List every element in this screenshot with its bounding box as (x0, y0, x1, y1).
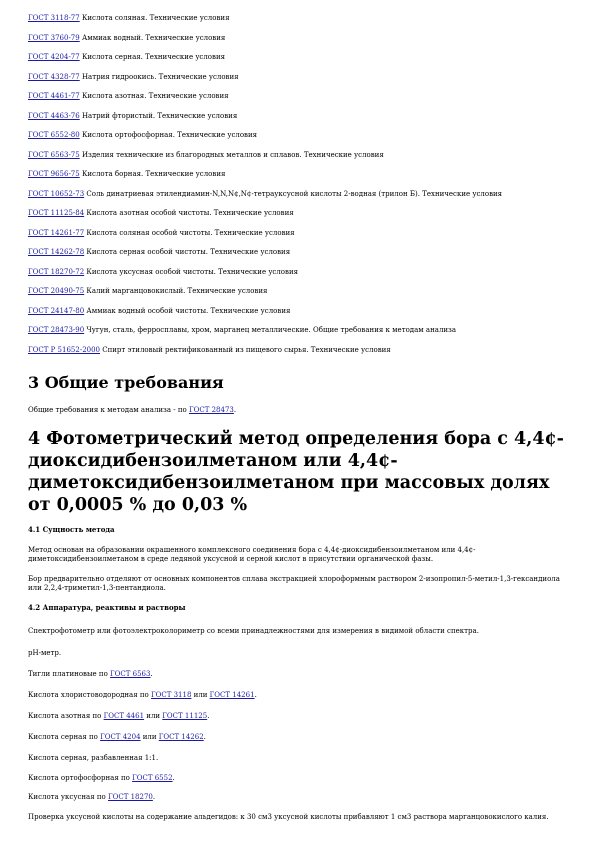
reference-link[interactable]: ГОСТ 28473-90 (28, 326, 85, 334)
gost-link[interactable]: ГОСТ 11125 (162, 712, 208, 720)
reference-title: Аммиак водный особой чистоты. Технические условия (84, 306, 291, 315)
reference-link[interactable]: ГОСТ 24147-80 (28, 306, 85, 315)
text-span: Кислота уксусная по (28, 793, 108, 801)
gost-link[interactable]: ГОСТ 14262 (158, 733, 204, 741)
reference-link[interactable]: ГОСТ 4204-77 (28, 53, 80, 61)
reference-title: Кислота соляная. Технические условия (79, 14, 230, 22)
reference-link[interactable]: ГОСТ 10652-73 (28, 189, 85, 198)
text-span: Кислота хлористоводородная по (28, 691, 151, 699)
subsection-4-1-heading: 4.1 Сущность метода (28, 525, 115, 534)
reference-link[interactable]: ГОСТ Р 51652-2000 (28, 345, 101, 354)
reference-title: Кислота азотная особой чистоты. Технические условия (84, 209, 294, 217)
reference-link[interactable]: ГОСТ 14262-78 (28, 248, 85, 256)
reference-item (28, 190, 568, 199)
paragraph: Бор предварительно отделяют от основных компонентов сплава экстракцией хлороформным раствором 2-изопропил-5-метил-1,3-гександиола или 2,2,4-триметил-1,3-пентандиола. (28, 575, 560, 592)
reference-title: Натрий фтористый. Технические условия (79, 111, 238, 120)
reference-item (28, 131, 568, 140)
text-span: Кислота ортофосфорная по (28, 774, 133, 782)
reference-item (28, 73, 568, 82)
paragraph: pH-метр. (28, 649, 62, 657)
text-span: . (233, 406, 237, 414)
reference-title: Натрия гидроокись. Технические условия (79, 72, 239, 81)
paragraph: Проверка уксусной кислоты на содержание альдегидов: к 30 см3 уксусной кислоты прибавляют 1 см3 раствора марганцовокислого калия. (28, 813, 549, 821)
reference-item (28, 151, 568, 160)
text-span: . (203, 733, 206, 741)
text-span: или (144, 712, 163, 720)
reference-item (28, 34, 568, 43)
section-3-heading: 3 Общие требования (28, 373, 224, 392)
reference-link[interactable]: ГОСТ 20490-75 (28, 287, 85, 295)
subsection-4-2-heading: 4.2 Аппаратура, реактивы и растворы (28, 603, 186, 612)
reference-item (28, 170, 568, 179)
reference-title: Изделия технические из благородных металлов и сплавов. Технические условия (79, 150, 384, 159)
gost-link[interactable]: ГОСТ 6552 (132, 774, 173, 782)
section-4-heading: 4 Фотометрический метод определения бора с 4,4¢-диоксидибензоилметаном или 4,4¢-диметоксидибензоилметаном при массовых долях от 0,0005 % до 0,03 % (28, 429, 564, 515)
reference-link[interactable]: ГОСТ 3118-77 (28, 14, 80, 22)
reference-title: Кислота серная особой чистоты. Технические условия (84, 248, 291, 256)
reference-title: Кислота ортофосфорная. Технические условия (79, 131, 258, 139)
reference-title: Соль динатриевая этилендиамин-N,N,N¢,N¢-тетрауксусной кислоты 2-водная (трилон Б). Технические условия (84, 189, 503, 198)
paragraph: Метод основан на образовании окрашенного комплексного соединения бора с 4,4¢-диоксидибензоилметаном или 4,4¢-диметоксидибензоилметаном в среде ледяной уксусной и серной кислот в присутствии органической фазы. (28, 546, 476, 563)
gost-link[interactable]: ГОСТ 4204 (100, 733, 141, 741)
reference-link[interactable]: ГОСТ 14261-77 (28, 228, 85, 237)
reference-title: Кислота уксусная особой чистоты. Технические условия (84, 267, 299, 276)
text-span: . (150, 670, 153, 678)
document-page (28, 14, 568, 821)
paragraph: Кислота серная, разбавленная 1:1. (28, 754, 159, 762)
reference-item (28, 248, 568, 257)
reference-title: Аммиак водный. Технические условия (79, 33, 226, 42)
text-span: или (140, 733, 159, 741)
gost-link[interactable]: ГОСТ 3118 (150, 691, 192, 699)
paragraph (28, 670, 153, 679)
reference-item (28, 326, 568, 335)
reference-link[interactable]: ГОСТ 4463-76 (28, 111, 80, 120)
gost-link[interactable]: ГОСТ 18270 (107, 793, 153, 801)
reference-link[interactable]: ГОСТ 3760-79 (28, 33, 80, 42)
paragraph (28, 712, 209, 721)
normative-references-list (28, 14, 568, 355)
reference-item (28, 287, 568, 296)
gost-link[interactable]: ГОСТ 4461 (103, 712, 145, 720)
text-span: Тигли платиновые по (28, 670, 111, 678)
reference-item (28, 14, 568, 23)
text-span: . (207, 712, 210, 720)
gost-link[interactable]: ГОСТ 14261 (209, 691, 255, 699)
paragraph (28, 691, 257, 700)
paragraph (28, 733, 206, 742)
reference-item (28, 229, 568, 238)
gost-link[interactable]: ГОСТ 28473 (188, 406, 234, 414)
reference-link[interactable]: ГОСТ 6563-75 (28, 150, 80, 159)
reference-item (28, 307, 568, 316)
text-span: Кислота азотная по (28, 712, 104, 720)
reference-link[interactable]: ГОСТ 9656-75 (28, 170, 80, 178)
gost-link[interactable]: ГОСТ 6563 (110, 670, 151, 678)
reference-item (28, 268, 568, 277)
text-span: . (254, 691, 257, 699)
text-span: . (152, 793, 156, 801)
reference-title: Спирт этиловый ректификованный из пищевого сырья. Технические условия (100, 345, 391, 354)
reference-link[interactable]: ГОСТ 6552-80 (28, 131, 80, 139)
reference-link[interactable]: ГОСТ 18270-72 (28, 267, 85, 276)
reference-title: Кислота соляная особой чистоты. Технические условия (84, 228, 295, 237)
reference-title: Кислота борная. Технические условия (79, 170, 226, 178)
reference-link[interactable]: ГОСТ 11125-84 (28, 209, 85, 217)
text-span: или (191, 691, 210, 699)
reference-item (28, 92, 568, 101)
text-span: . (172, 774, 175, 782)
reference-item (28, 53, 568, 62)
reference-title: Кислота азотная. Технические условия (79, 92, 229, 100)
section-3-text (28, 406, 236, 415)
reference-link[interactable]: ГОСТ 4461-77 (28, 92, 80, 100)
paragraph (28, 774, 175, 783)
text-span: Общие требования к методам анализа - по (28, 406, 189, 414)
reference-title: Чугун, сталь, ферросплавы, хром, марганец металлические. Общие требования к методам анализа (84, 326, 457, 334)
reference-title: Кислота серная. Технические условия (79, 53, 226, 61)
reference-link[interactable]: ГОСТ 4328-77 (28, 72, 80, 81)
text-span: Кислота серная по (28, 733, 101, 741)
reference-item (28, 209, 568, 218)
reference-item (28, 346, 568, 355)
paragraph: Спектрофотометр или фотоэлектроколориметр со всеми принадлежностями для измерения в видимой области спектра. (28, 627, 479, 635)
reference-item (28, 112, 568, 121)
paragraph (28, 793, 155, 802)
reference-title: Калий марганцовокислый. Технические условия (84, 287, 268, 295)
